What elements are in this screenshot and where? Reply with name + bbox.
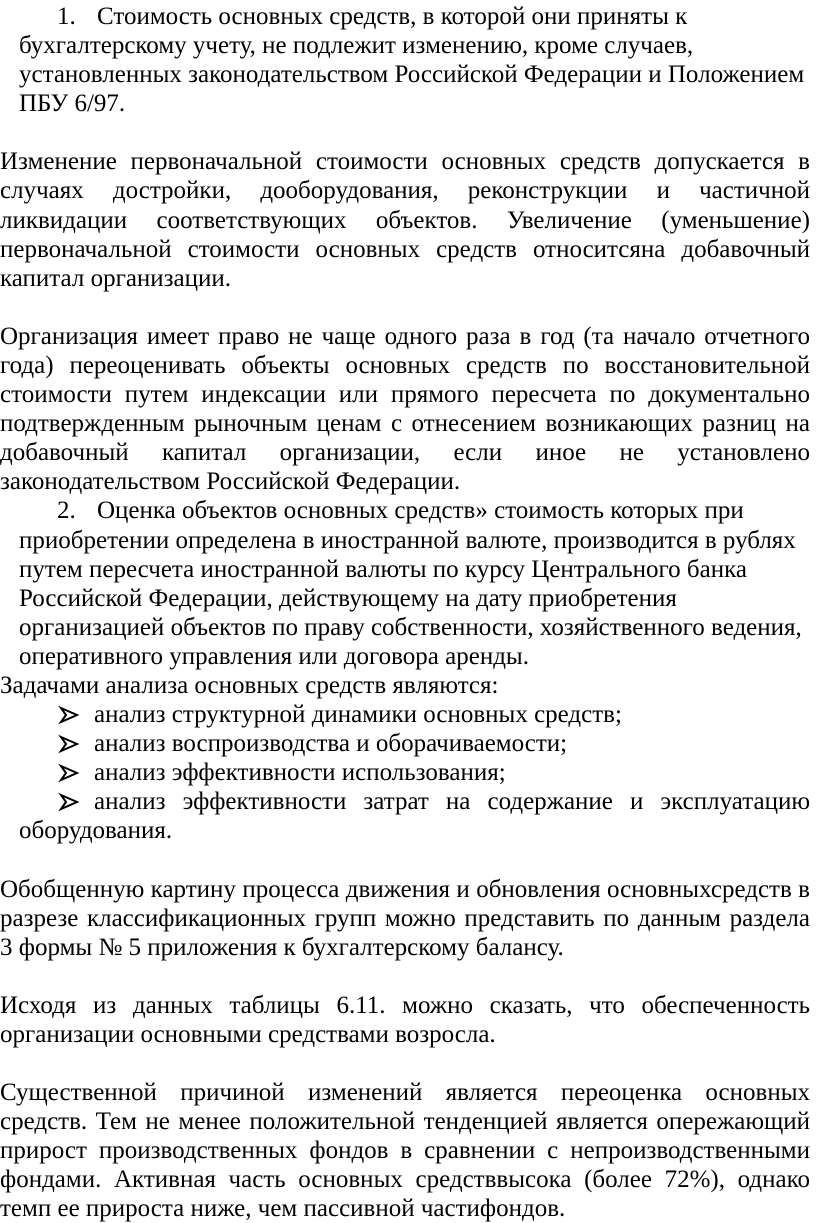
item-text: Оценка объектов основных средств» стоимость которых при приобретении определена в иностранной валюте, производится в рублях путем пересчета иностранной валюты по курсу Центрального банка Российской Федерации, действующему на дату приобретения организацией объектов по праву собственности, хозяйственного ведения, оперативного управления или договора аренды.: [19, 497, 802, 670]
list-item: [0, 758, 810, 787]
list-item-text: анализ эффективности затрат на содержание и эксплуатацию оборудования.: [19, 788, 810, 845]
item-number: 2.: [57, 497, 76, 525]
list-item-text: анализ структурной динамики основных средств;: [94, 701, 622, 729]
paragraph-reasons: Существенной причиной изменений является переоценка основных средств. Тем не менее положительной тенденцией является опережающий прирост производственных фондов в сравнении с непроизводственными фондами. Активная часть основных средстввысока (более 72%), однако темп ее прироста ниже, чем пассивной частифондов.: [0, 1079, 810, 1223]
tasks-intro: Задачами анализа основных средств являются:: [0, 671, 499, 699]
paragraph-movement: Обобщенную картину процесса движения и обновления основныхсредств в разрезе классификационных групп можно представить по данным раздела 3 формы № 5 приложения к бухгалтерскому балансу.: [0, 875, 810, 961]
list-item: [0, 700, 810, 729]
arrow-bullet-icon: [58, 787, 80, 816]
arrow-bullet-icon: [58, 729, 80, 758]
numbered-item-1: [0, 2, 810, 118]
arrow-bullet-icon: [58, 700, 80, 729]
paragraph-cost-change: Изменение первоначальной стоимости основных средств допускается в случаях достройки, дооборудования, реконструкции и частичной ликвидации соответствующих объектов. Увеличение (уменьшение) первоначальной стоимости основных средств относитсяна добавочный капитал организации.: [0, 148, 810, 292]
paragraph-table-conclusion: Исходя из данных таблицы 6.11. можно сказать, что обеспеченность организации основными средствами возросла.: [0, 991, 810, 1048]
document-page: [0, 2, 810, 1223]
item-text: Стоимость основных средств, в которой они приняты к бухгалтерскому учету, не подлежит изменению, кроме случаев, установленных законодательством Российской Федерации и Положением ПБУ 6/97.: [19, 3, 805, 118]
arrow-bullet-icon: [58, 758, 80, 787]
list-item-text: анализ эффективности использования;: [94, 759, 506, 787]
item-number: 1.: [57, 3, 76, 30]
paragraph-revaluation: Организация имеет право не чаще одного раза в год (та начало отчетного года) переоценивать объекты основных средств по восстановительной стоимости путем индексации или прямого пересчета по документально подтвержденным рыночным ценам с отнесением возникающих разниц на добавочный капитал организации, если иное не установлено законодательством Российской Федерации.: [0, 322, 810, 496]
numbered-item-2: [0, 496, 810, 671]
list-item: [0, 787, 810, 845]
list-item-text: анализ воспроизводства и оборачиваемости;: [94, 730, 568, 758]
list-item: [0, 729, 810, 758]
